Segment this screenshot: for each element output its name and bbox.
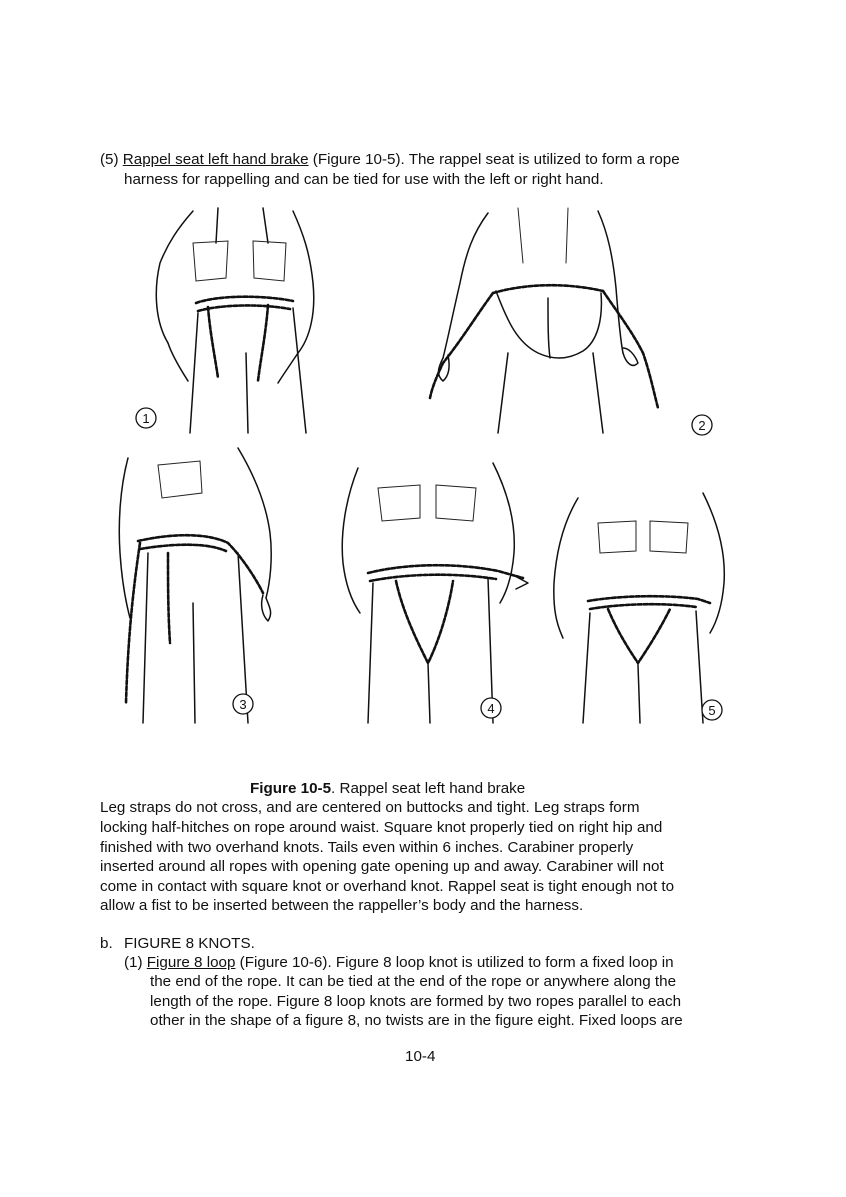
section-5-title: Rappel seat left hand brake	[122, 151, 309, 168]
item-1-title: Figure 8 loop	[146, 954, 236, 971]
item-1-line-2: the end of the rope. It can be tied at the end of the rope or anywhere along the	[150, 973, 677, 990]
check-line-6: allow a fist to be inserted between the rappeller’s body and the harness.	[100, 897, 584, 914]
section-5-line-1	[100, 150, 680, 169]
item-1-line-1-rest: (Figure 10-6). Figure 8 loop knot is utilized to form a fixed loop in	[235, 954, 674, 971]
check-line-3: finished with two overhand knots. Tails even within 6 inches. Carabiner properly	[100, 839, 634, 856]
figure-caption	[250, 779, 525, 798]
figure-caption-text: . Rappel seat left hand brake	[331, 780, 526, 797]
svg-text:2: 2	[698, 418, 706, 433]
panel-1-drawing	[156, 208, 313, 433]
svg-text:5: 5	[708, 703, 716, 718]
panel-4-drawing	[342, 463, 528, 723]
item-1-prefix: (1)	[124, 954, 147, 971]
check-line-2: locking half-hitches on rope around waist. Square knot properly tied on right hip and	[100, 819, 663, 836]
section-b-title: FIGURE 8 KNOTS.	[124, 935, 255, 952]
panel-5-drawing	[554, 493, 724, 723]
section-5-line-1-rest: (Figure 10-5). The rappel seat is utilized to form a rope	[308, 151, 680, 168]
svg-text:3: 3	[239, 697, 247, 712]
svg-text:1: 1	[142, 411, 150, 426]
panel-number-5	[702, 700, 722, 720]
item-1-line-4: other in the shape of a figure 8, no twists are in the figure eight. Fixed loops are	[150, 1012, 683, 1029]
check-line-4: inserted around all ropes with opening gate opening up and away. Carabiner will not	[100, 858, 664, 875]
figure-10-5-illustration	[98, 203, 748, 743]
panel-number-4	[481, 698, 501, 718]
item-1-line-3: length of the rope. Figure 8 loop knots are formed by two ropes parallel to each	[150, 993, 682, 1010]
section-b-label: b.	[100, 935, 113, 952]
panel-2-drawing	[430, 208, 658, 433]
panel-number-1	[136, 408, 156, 428]
panel-3-drawing	[119, 448, 271, 723]
section-5-line-2: harness for rappelling and can be tied for use with the left or right hand.	[124, 171, 604, 188]
figure-caption-label: Figure 10-5	[250, 780, 332, 797]
check-line-1: Leg straps do not cross, and are centered on buttocks and tight. Leg straps form	[100, 799, 640, 816]
svg-text:4: 4	[487, 701, 495, 716]
section-5-prefix: (5)	[100, 151, 123, 168]
panel-number-3	[233, 694, 253, 714]
item-1-line-1	[124, 953, 674, 972]
panel-number-2	[692, 415, 712, 435]
page-number: 10-4	[405, 1048, 436, 1065]
check-line-5: come in contact with square knot or overhand knot. Rappel seat is tight enough not to	[100, 878, 675, 895]
